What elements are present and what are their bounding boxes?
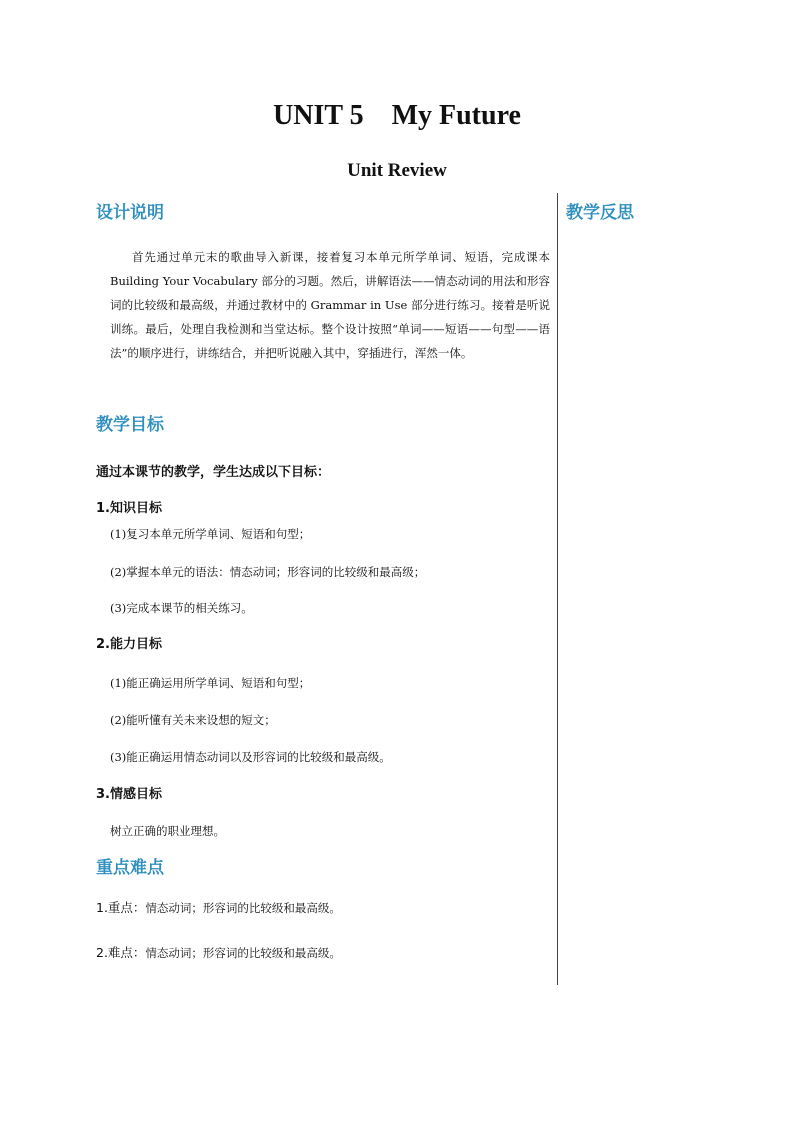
knowledge-item-1: (1)复习本单元所学单词、短语和句型； — [110, 527, 311, 541]
difficulty-label: 2.难点： — [96, 945, 146, 960]
reflection-heading: 教学反思 — [566, 203, 634, 223]
objectives-intro: 通过本课节的教学，学生达成以下目标： — [96, 465, 331, 480]
difficulty-line — [96, 942, 341, 963]
column-divider — [557, 193, 558, 985]
key-points-heading: 重点难点 — [96, 858, 164, 878]
knowledge-heading: 1.知识目标 — [96, 501, 162, 516]
design-heading: 设计说明 — [96, 203, 164, 223]
knowledge-item-3: (3)完成本课节的相关练习。 — [110, 601, 253, 615]
ability-item-3: (3)能正确运用情态动词以及形容词的比较级和最高级。 — [110, 750, 391, 764]
page-subtitle: Unit Review — [347, 160, 447, 181]
focus-line — [96, 897, 341, 918]
difficulty-text: 情态动词；形容词的比较级和最高级。 — [145, 946, 341, 960]
knowledge-item-2: (2)掌握本单元的语法：情态动词；形容词的比较级和最高级； — [110, 565, 426, 579]
design-paragraph: 首先通过单元末的歌曲导入新课，接着复习本单元所学单词、短语，完成课本 Building Your Vocabulary 部分的习题。然后，讲解语法——情态动词的用法和形容词的比较级和最高级，并通过教材中的 Grammar in Use 部分进行练习。接着是听说训练。最后，处理自我检测和当堂达标。整个设计按照“单词——短语——句型——语法”的顺序进行，讲练结合，并把听说融入其中，穿插进行，浑然一体。 — [110, 250, 550, 360]
focus-text: 情态动词；形容词的比较级和最高级。 — [145, 901, 341, 915]
emotion-heading: 3.情感目标 — [96, 787, 162, 802]
objectives-heading: 教学目标 — [96, 415, 164, 435]
emotion-item-1: 树立正确的职业理想。 — [110, 824, 225, 838]
ability-heading: 2.能力目标 — [96, 637, 162, 652]
focus-label: 1.重点： — [96, 900, 146, 915]
page-title: UNIT 5 My Future — [273, 100, 521, 131]
ability-item-2: (2)能听懂有关未来设想的短文； — [110, 713, 276, 727]
ability-item-1: (1)能正确运用所学单词、短语和句型； — [110, 676, 311, 690]
